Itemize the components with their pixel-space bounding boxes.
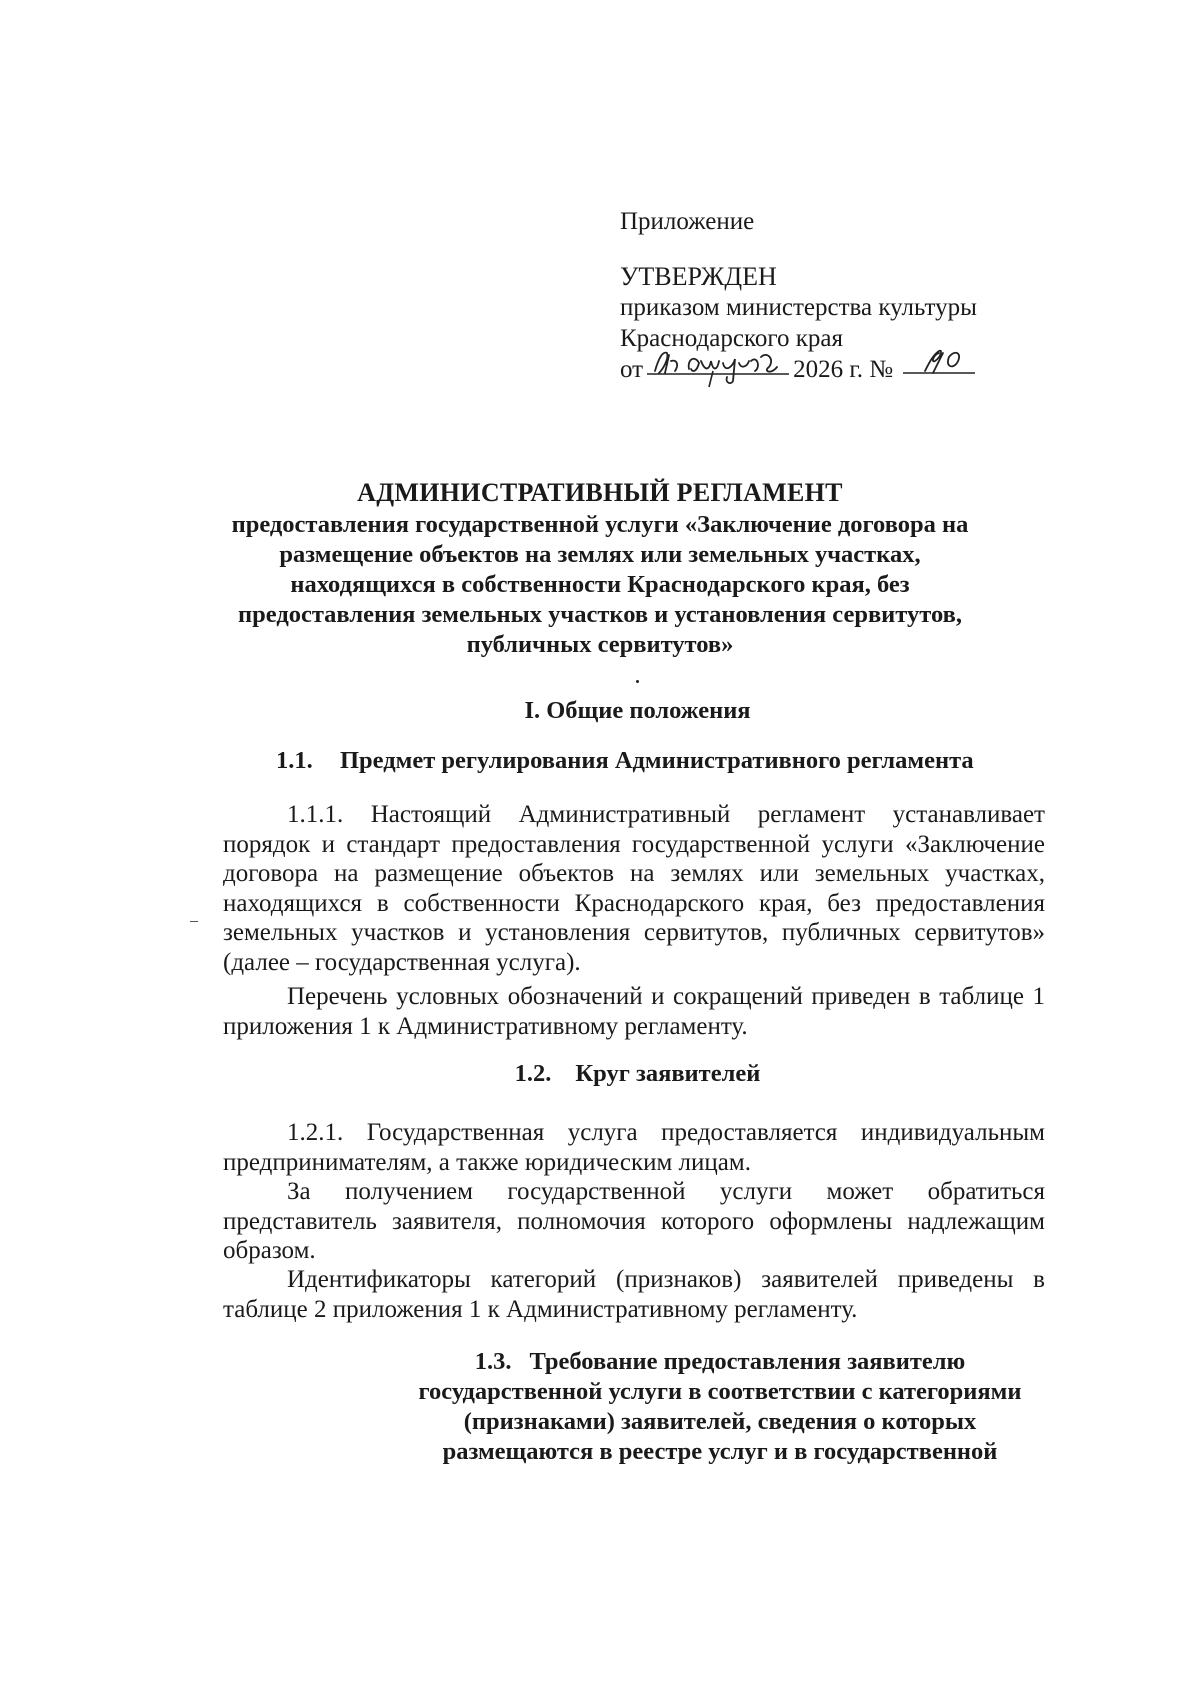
- paragraph-representative: [223, 1177, 1045, 1266]
- paragraph-text: За получением государственной услуги может обратиться представитель заявителя, полномочия которого оформлены надлежащим образом.: [223, 1178, 1045, 1265]
- stray-dot: [636, 680, 639, 683]
- handwritten-number: [899, 355, 977, 381]
- subsection-title: Предмет регулирования Административного регламента: [340, 747, 974, 774]
- margin-mark: [190, 921, 198, 922]
- subsection-1-2-heading: [0, 1059, 1200, 1089]
- subsection-title: Требование предоставления заявителю: [529, 1348, 966, 1375]
- date-prefix: от: [620, 356, 644, 383]
- paragraph-text: Идентификаторы категорий (признаков) заявителей приведены в таблице 2 приложения 1 к Административному регламенту.: [223, 1266, 1045, 1323]
- subsection-1-3-line-3: (признаками) заявителей, сведения о которых: [463, 1408, 977, 1435]
- approval-line-1: приказом министерства культуры: [620, 294, 977, 321]
- paragraph-text: 1.1.1. Настоящий Административный регламент устанавливает порядок и стандарт предоставления государственной услуги «Заключение договора на размещение объектов на землях или земельных участках, находящихся в собственности Краснодарского края, без предоставления земельных участков и установления сервитутов, публичных сервитутов» (далее – государственная услуга).: [223, 801, 1045, 976]
- paragraph-1-2-1: [223, 1118, 1045, 1177]
- approval-line-2: Краснодарского края: [620, 325, 843, 352]
- approved-label: УТВЕРЖДЕН: [620, 262, 777, 291]
- approval-date-line: [620, 354, 977, 385]
- paragraph-1-1-1: [223, 800, 1045, 978]
- title-line-3: находящихся в собственности Краснодарского края, без: [290, 571, 910, 598]
- date-year-number: 2026 г. №: [793, 356, 894, 383]
- handwritten-date: [643, 355, 793, 381]
- subsection-1-3-line-1: [370, 1347, 1070, 1377]
- subsection-number: 1.3.: [474, 1348, 512, 1375]
- document-title: [150, 476, 1050, 660]
- subsection-number: 1.2.: [514, 1060, 552, 1087]
- title-main: АДМИНИСТРАТИВНЫЙ РЕГЛАМЕНТ: [357, 478, 843, 507]
- subsection-number: 1.1.: [276, 747, 313, 774]
- paragraph-abbreviations: [223, 982, 1045, 1041]
- section-heading: I. Общие положения: [524, 697, 751, 724]
- title-line-1: предоставления государственной услуги «Заключение договора на: [231, 511, 969, 538]
- paragraph-identifiers: [223, 1265, 1045, 1324]
- subsection-title: Круг заявителей: [575, 1060, 761, 1087]
- paragraph-text: Перечень условных обозначений и сокращений приведен в таблице 1 приложения 1 к Административному регламенту.: [223, 983, 1045, 1040]
- appendix-label: Приложение: [620, 208, 755, 235]
- title-line-2: размещение объектов на землях или земельных участках,: [279, 541, 921, 568]
- subsection-1-3-line-2: государственной услуги в соответствии с категориями: [418, 1378, 1022, 1405]
- subsection-1-3-heading: [370, 1347, 1070, 1467]
- approval-block: [620, 206, 977, 385]
- title-line-4: предоставления земельных участков и установления сервитутов,: [238, 601, 962, 628]
- subsection-1-1-heading: [276, 746, 974, 776]
- title-line-5: публичных сервитутов»: [466, 631, 734, 658]
- subsection-1-3-line-4: размещаются в реестре услуг и в государственной: [442, 1438, 998, 1465]
- paragraph-text: 1.2.1. Государственная услуга предоставляется индивидуальным предпринимателям, а также юридическим лицам.: [223, 1119, 1045, 1176]
